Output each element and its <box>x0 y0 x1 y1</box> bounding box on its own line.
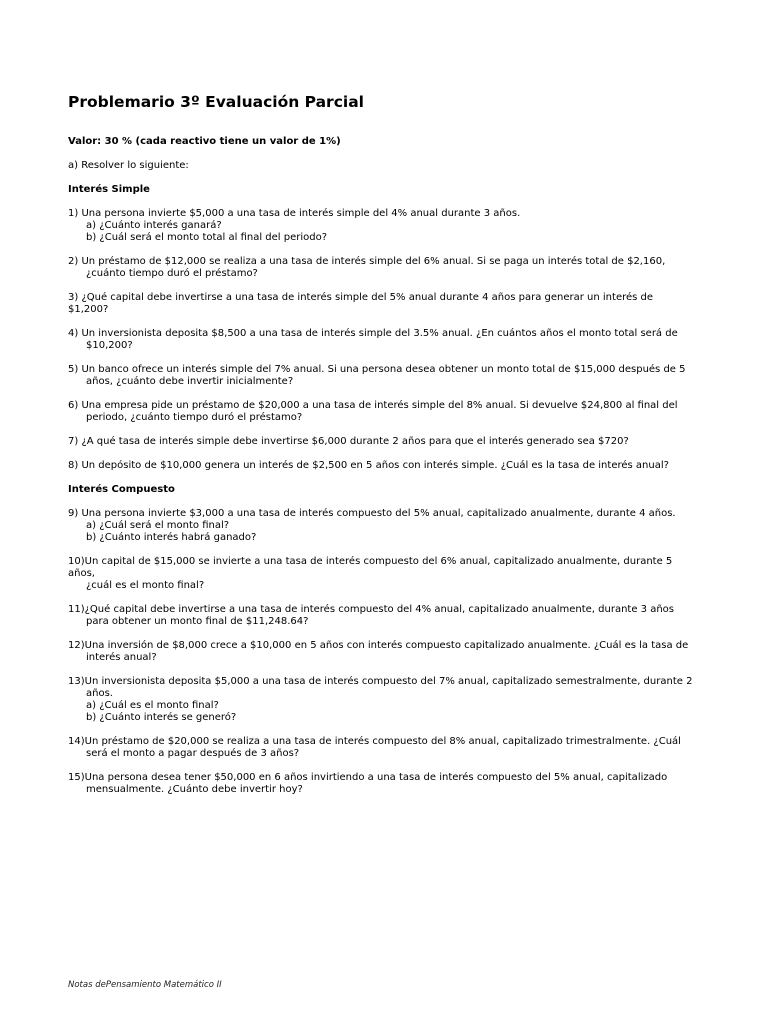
question-5-line2: años, ¿cuánto debe invertir inicialmente? <box>86 376 294 387</box>
question-15-line1: 15)Una persona desea tener $50,000 en 6 años invirtiendo a una tasa de interés compuesto del 5% anual, capitalizado <box>68 772 668 783</box>
instruccion: a) Resolver lo siguiente: <box>68 160 189 171</box>
question-13 <box>68 676 700 724</box>
question-9-a: a) ¿Cuál será el monto final? <box>86 520 230 531</box>
question-12-line1: 12)Una inversión de $8,000 crece a $10,000 en 5 años con interés compuesto capitalizado anualmente. ¿Cuál es la tasa de <box>68 640 689 651</box>
question-2-line1: 2) Un préstamo de $12,000 se realiza a una tasa de interés simple del 6% anual. Si se paga un interés total de $2,160, <box>68 256 666 267</box>
question-1-a: a) ¿Cuánto interés ganará? <box>86 220 222 231</box>
question-3-line1: 3) ¿Qué capital debe invertirse a una tasa de interés simple del 5% anual durante 4 años para generar un interés de <box>68 292 654 303</box>
question-4-line1: 4) Un inversionista deposita $8,500 a una tasa de interés simple del 3.5% anual. ¿En cuántos años el monto total será de <box>68 328 678 339</box>
page-footer: Notas dePensamiento Matemático II <box>68 980 222 990</box>
question-6-line2: periodo, ¿cuánto tiempo duró el préstamo? <box>86 412 303 423</box>
question-15-line2: mensualmente. ¿Cuánto debe invertir hoy? <box>86 784 303 795</box>
question-2-line2: ¿cuánto tiempo duró el préstamo? <box>86 268 258 279</box>
question-11-line2: para obtener un monto final de $11,248.64? <box>86 616 309 627</box>
question-3 <box>68 292 700 316</box>
question-9 <box>68 508 700 544</box>
question-1-b: b) ¿Cuál será el monto total al final del periodo? <box>86 232 328 243</box>
page-title: Problemario 3º Evaluación Parcial <box>68 93 364 111</box>
question-1 <box>68 208 700 244</box>
question-12 <box>68 640 700 664</box>
document-page <box>68 92 700 808</box>
question-10 <box>68 556 700 592</box>
question-5 <box>68 364 700 388</box>
question-4 <box>68 328 700 352</box>
question-13-line2: años. <box>86 688 113 699</box>
question-5-line1: 5) Un banco ofrece un interés simple del 7% anual. Si una persona desea obtener un monto total de $15,000 después de 5 <box>68 364 686 375</box>
question-4-line2: $10,200? <box>86 340 133 351</box>
question-14 <box>68 736 700 760</box>
question-1-text: 1) Una persona invierte $5,000 a una tasa de interés simple del 4% anual durante 3 años. <box>68 208 521 219</box>
question-8: 8) Un depósito de $10,000 genera un interés de $2,500 en 5 años con interés simple. ¿Cuál es la tasa de interés anual? <box>68 460 669 471</box>
section-heading-compuesto: Interés Compuesto <box>68 484 175 495</box>
question-14-line1: 14)Un préstamo de $20,000 se realiza a una tasa de interés compuesto del 8% anual, capitalizado trimestralmente. ¿Cuál <box>68 736 681 747</box>
question-12-line2: interés anual? <box>86 652 157 663</box>
question-11-line1: 11)¿Qué capital debe invertirse a una tasa de interés compuesto del 4% anual, capitalizado anualmente, durante 3 años <box>68 604 675 615</box>
question-10-line2: años, <box>68 568 95 579</box>
section-heading-simple: Interés Simple <box>68 184 150 195</box>
question-13-line1: 13)Un inversionista deposita $5,000 a una tasa de interés compuesto del 7% anual, capitalizado semestralmente, durante 2 <box>68 676 693 687</box>
question-9-b: b) ¿Cuánto interés habrá ganado? <box>86 532 257 543</box>
question-13-b: b) ¿Cuánto interés se generó? <box>86 712 237 723</box>
question-14-line2: será el monto a pagar después de 3 años? <box>86 748 300 759</box>
question-6-line1: 6) Una empresa pide un préstamo de $20,000 a una tasa de interés simple del 8% anual. Si devuelve $24,800 al final del <box>68 400 678 411</box>
question-3-line2: $1,200? <box>68 304 109 315</box>
question-9-text: 9) Una persona invierte $3,000 a una tasa de interés compuesto del 5% anual, capitalizado anualmente, durante 4 años. <box>68 508 676 519</box>
valor-line: Valor: 30 % (cada reactivo tiene un valor de 1%) <box>68 136 341 147</box>
question-15 <box>68 772 700 796</box>
question-11 <box>68 604 700 628</box>
question-10-line1: 10)Un capital de $15,000 se invierte a una tasa de interés compuesto del 6% anual, capitalizado anualmente, durante 5 <box>68 556 673 567</box>
question-10-line3: ¿cuál es el monto final? <box>86 580 205 591</box>
question-7: 7) ¿A qué tasa de interés simple debe invertirse $6,000 durante 2 años para que el interés generado sea $720? <box>68 436 629 447</box>
question-13-a: a) ¿Cuál es el monto final? <box>86 700 219 711</box>
question-2 <box>68 256 700 280</box>
question-6 <box>68 400 700 424</box>
